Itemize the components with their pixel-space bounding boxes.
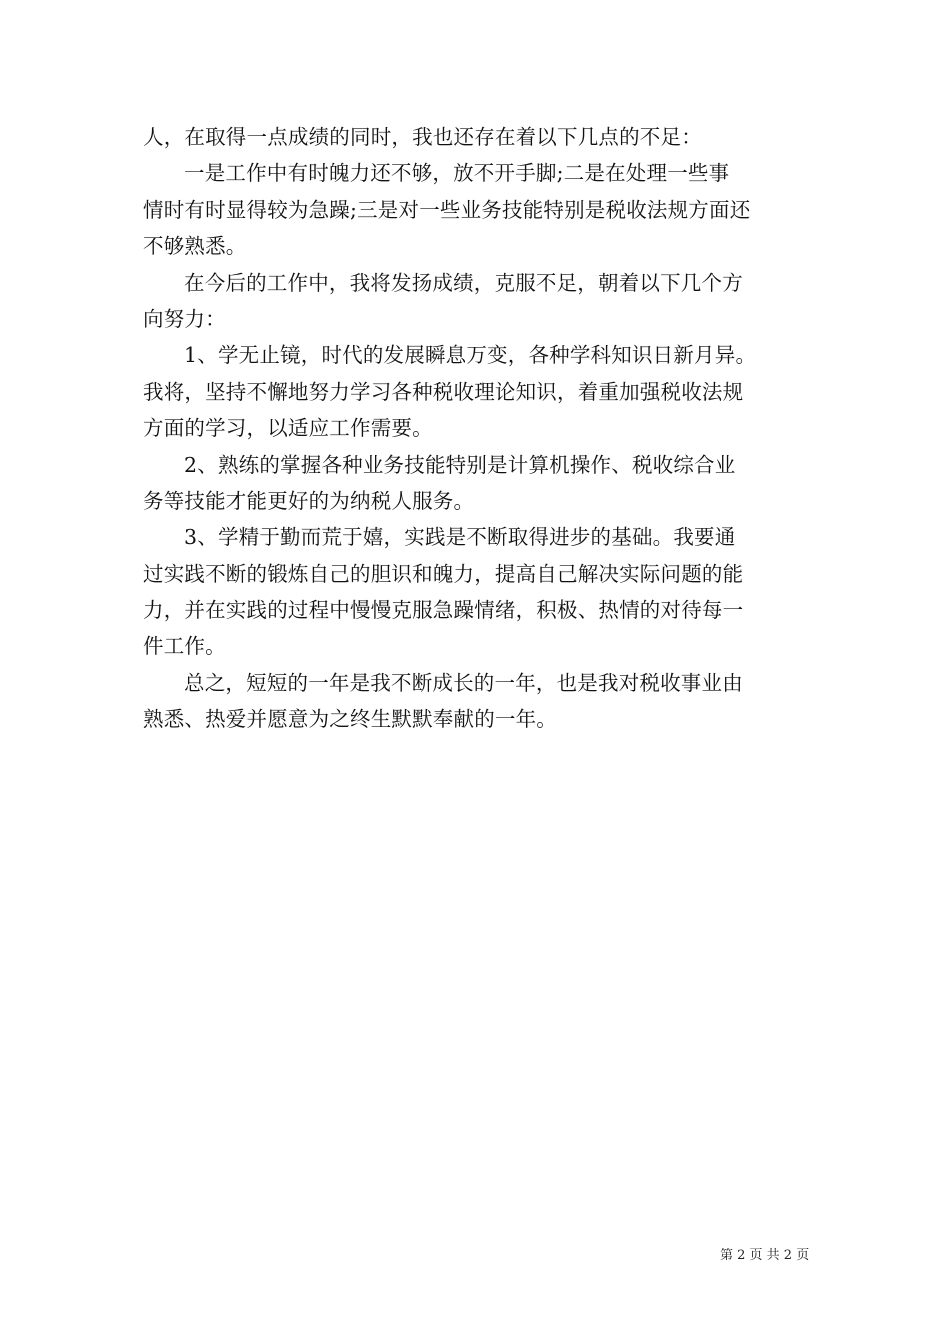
text-line: 熟悉、热爱并愿意为之终生默默奉献的一年。 [143, 707, 557, 732]
text-line: 件工作。 [143, 634, 226, 659]
document-body [143, 119, 808, 738]
text-line: 方面的学习，以适应工作需要。 [143, 416, 433, 441]
text-line: 人，在取得一点成绩的同时，我也还存在着以下几点的不足： [143, 125, 702, 149]
text-line: 情时有时显得较为急躁;三是对一些业务技能特别是税收法规方面还 [143, 197, 751, 222]
text-line: 务等技能才能更好的为纳税人服务。 [143, 488, 475, 513]
text-line: 不够熟悉。 [143, 234, 247, 259]
text-line: 总之，短短的一年是我不断成长的一年，也是我对税收事业由 [184, 670, 743, 695]
text-line: 2、熟练的掌握各种业务技能特别是计算机操作、税收综合业 [184, 452, 736, 477]
text-line: 在今后的工作中，我将发扬成绩，克服不足，朝着以下几个方 [184, 270, 743, 295]
text-line: 向努力： [143, 306, 226, 331]
text-line: 我将，坚持不懈地努力学习各种税收理论知识，着重加强税收法规 [143, 379, 744, 404]
text-line: 1、学无止镜，时代的发展瞬息万变，各种学科知识日新月异。 [184, 343, 757, 368]
text-line: 3、学精于勤而荒于嬉，实践是不断取得进步的基础。我要通 [184, 525, 736, 550]
text-line: 过实践不断的锻炼自己的胆识和魄力，提高自己解决实际问题的能 [143, 561, 744, 586]
page-number-footer: 第 2 页 共 2 页 [720, 1248, 810, 1263]
text-line: 一是工作中有时魄力还不够，放不开手脚;二是在处理一些事 [184, 161, 730, 186]
text-line: 力，并在实践的过程中慢慢克服急躁情绪，积极、热情的对待每一 [143, 598, 744, 623]
